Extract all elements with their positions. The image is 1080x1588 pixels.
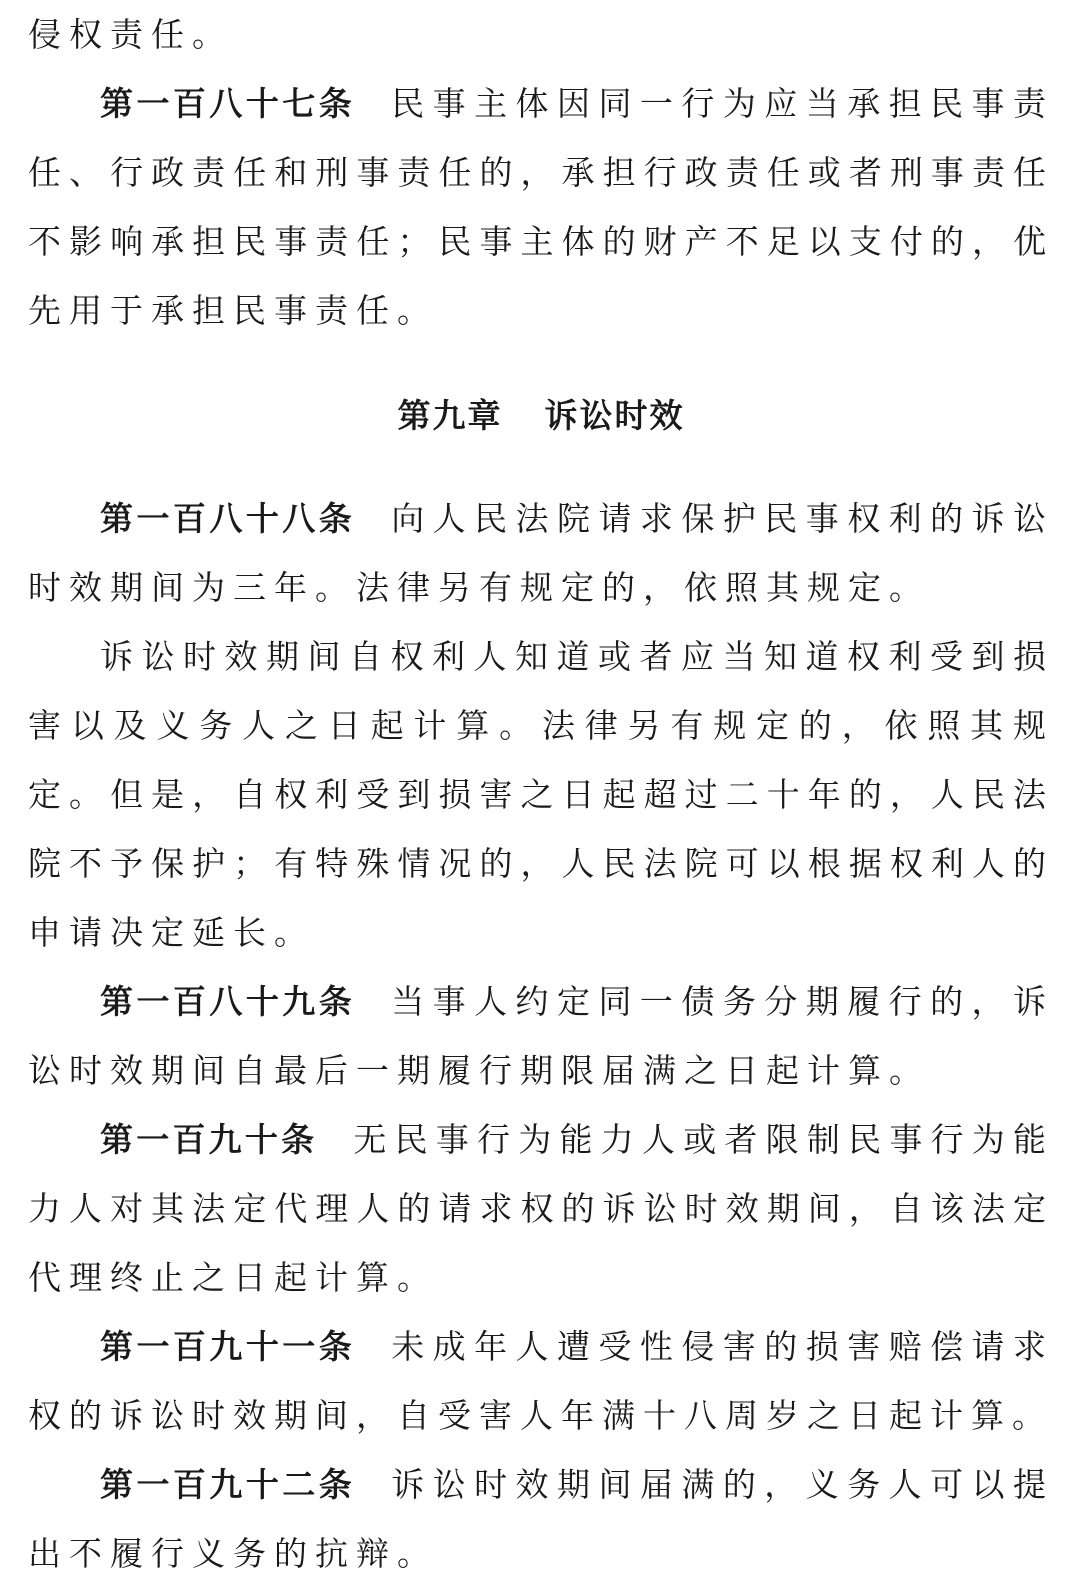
article-number: 第一百九十二条 [100,1465,356,1504]
article-189 [28,967,1054,1105]
article-191 [28,1312,1054,1450]
article-187 [28,69,1054,345]
paragraph-text: 侵权责任。 [28,15,233,54]
article-number: 第一百八十七条 [100,84,356,123]
article-text: 无民事行为能力人或者限制民事行为能力人对其法定代理人的请求权的诉讼时效期间，自该法定代理终止之日起计算。 [28,1120,1055,1297]
article-number: 第一百九十一条 [100,1327,356,1366]
article-188-paragraph-2 [28,622,1054,967]
article-text: 未成年人遭受性侵害的损害赔偿请求权的诉讼时效期间，自受害人年满十八周岁之日起计算。 [28,1327,1055,1435]
paragraph-fragment [28,0,1054,69]
chapter-title: 诉讼时效 [544,396,685,435]
article-text: 向人民法院请求保护民事权利的诉讼时效期间为三年。法律另有规定的，依照其规定。 [28,499,1055,607]
chapter-number: 第九章 [397,396,503,435]
article-192 [28,1450,1054,1588]
article-number: 第一百八十八条 [100,499,356,538]
article-text: 当事人约定同一债务分期履行的，诉讼时效期间自最后一期履行期限届满之日起计算。 [28,982,1055,1090]
document-page [28,0,1054,1588]
article-number: 第一百九十条 [100,1120,318,1159]
article-text: 诉讼时效期间届满的，义务人可以提出不履行义务的抗辩。 [28,1465,1055,1573]
chapter-heading [28,381,1054,450]
article-number: 第一百八十九条 [100,982,356,1021]
article-190 [28,1105,1054,1312]
article-188 [28,484,1054,622]
paragraph-text: 诉讼时效期间自权利人知道或者应当知道权利受到损害以及义务人之日起计算。法律另有规定的，依照其规定。但是，自权利受到损害之日起超过二十年的，人民法院不予保护；有特殊情况的，人民法院可以根据权利人的申请决定延长。 [28,637,1054,952]
article-text: 民事主体因同一行为应当承担民事责任、行政责任和刑事责任的，承担行政责任或者刑事责任不影响承担民事责任；民事主体的财产不足以支付的，优先用于承担民事责任。 [28,84,1055,330]
